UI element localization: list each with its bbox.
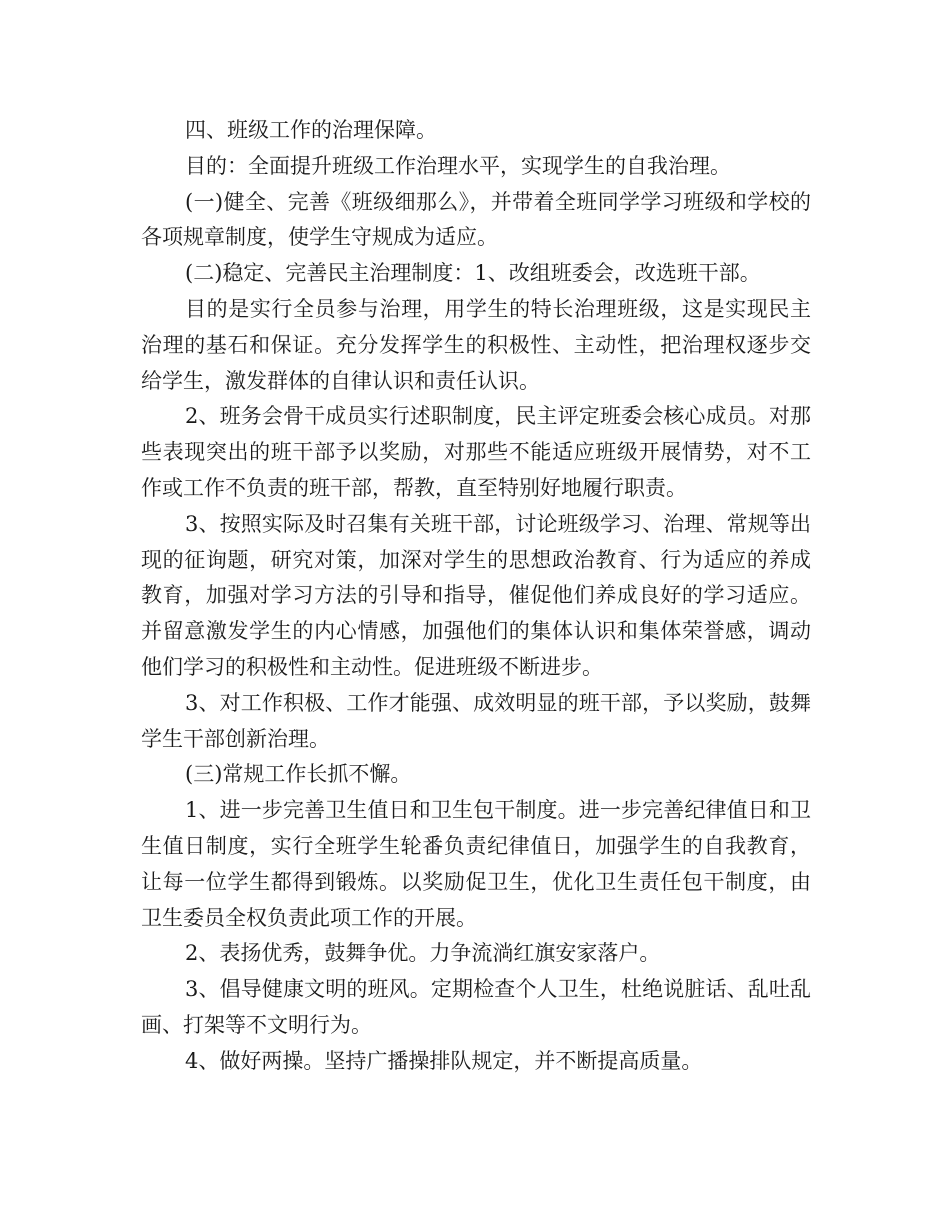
paragraph-item-1: (一)健全、完善《班级细那么》，并带着全班同学学习班级和学校的各项规章制度，使学生守规成为适应。 — [141, 189, 811, 250]
paragraph-item-2-point-3a: 3、按照实际及时召集有关班干部，讨论班级学习、治理、常规等出现的征询题，研究对策，加深对学生的思想政治教育、行为适应的养成教育，加强对学习方法的引导和指导，催促他们养成良好的学习适应。并留意激发学生的内心情感，加强他们的集体认识和集体荣誉感，调动他们学习的积极性和主动性。促进班级不断进步。 — [141, 511, 811, 679]
paragraph-item-2-point-3b: 3、对工作积极、工作才能强、成效明显的班干部，予以奖励，鼓舞学生干部创新治理。 — [141, 690, 811, 751]
paragraph-item-3-point-3: 3、倡导健康文明的班风。定期检查个人卫生，杜绝说脏话、乱吐乱画、打架等不文明行为。 — [141, 977, 811, 1037]
section-heading-4: 四、班级工作的治理保障。 — [185, 118, 437, 142]
paragraph-item-3-point-1: 1、进一步完善卫生值日和卫生包干制度。进一步完善纪律值日和卫生值日制度，实行全班学生轮番负责纪律值日，加强学生的自我教育，让每一位学生都得到锻炼。以奖励促卫生，优化卫生责任包干制度，由卫生委员全权负责此项工作的开展。 — [141, 798, 811, 930]
document-body — [141, 113, 811, 1080]
paragraph-item-3: (三)常规工作长抓不懈。 — [185, 762, 412, 787]
paragraph-item-2-purpose: 目的是实行全员参与治理，用学生的特长治理班级，这是实现民主治理的基石和保证。充分发挥学生的积极性、主动性，把治理权逐步交给学生，激发群体的自律认识和责任认识。 — [141, 296, 811, 393]
paragraph-item-3-point-4: 4、做好两操。坚持广播操排队规定，并不断提高质量。 — [185, 1048, 703, 1073]
paragraph-purpose: 目的：全面提升班级工作治理水平，实现学生的自我治理。 — [185, 153, 731, 178]
paragraph-item-2-point-2: 2、班务会骨干成员实行述职制度，民主评定班委会核心成员。对那些表现突出的班干部予以奖励，对那些不能适应班级开展情势，对不工作或工作不负责的班干部，帮教，直至特别好地履行职责。 — [141, 404, 811, 500]
paragraph-item-3-point-2: 2、表扬优秀，鼓舞争优。力争流淌红旗安家落户。 — [185, 941, 661, 966]
paragraph-item-2: (二)稳定、完善民主治理制度：1、改组班委会，改选班干部。 — [185, 261, 761, 286]
